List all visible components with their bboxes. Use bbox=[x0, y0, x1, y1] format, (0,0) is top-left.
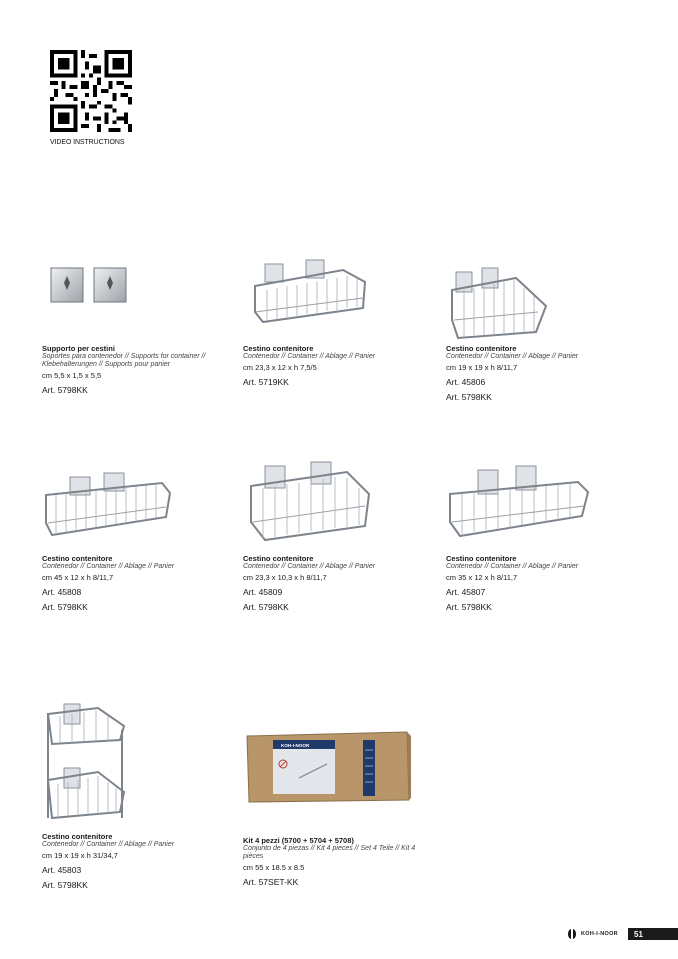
product-dimensions: cm 23,3 x 10,3 x h 8/11,7 bbox=[243, 573, 327, 582]
product-article-number: Art. 45809 bbox=[243, 587, 283, 597]
product-subtitle: Conjunto de 4 piezas // Kit 4 pieces // Set 4 Teile // Kit 4 pièces bbox=[243, 845, 416, 860]
product-subtitle: Contenedor // Container // Ablage // Panier bbox=[42, 841, 175, 848]
product-article-number: Art. 45808 bbox=[42, 587, 82, 597]
product-article-number: Art. 5798KK bbox=[42, 880, 88, 890]
product-title: Cestino contenitore bbox=[243, 344, 314, 353]
product-title: Cestino contenitore bbox=[446, 344, 517, 353]
product-subtitle: Contenedor // Container // Ablage // Panier bbox=[42, 563, 175, 570]
product-dimensions: cm 23,3 x 12 x h 7,5/5 bbox=[243, 363, 317, 372]
product-dimensions: cm 45 x 12 x h 8/11,7 bbox=[42, 573, 114, 582]
product-title: Cestino contenitore bbox=[42, 832, 113, 841]
product-image-two-tier-corner-basket bbox=[42, 700, 132, 825]
product-title: Cestino contenitore bbox=[42, 554, 113, 563]
product-article-number: Art. 5798KK bbox=[446, 392, 492, 402]
qr-caption: VIDEO INSTRUCTIONS bbox=[50, 139, 125, 146]
product-title: Cestino contenitore bbox=[446, 554, 517, 563]
page-number: 51 bbox=[628, 928, 678, 940]
product-article-number: Art. 5798KK bbox=[446, 602, 492, 612]
qr-code[interactable] bbox=[50, 50, 132, 132]
product-article-number: Art. 57SET-KK bbox=[243, 877, 299, 887]
product-subtitle: Contenedor // Container // Ablage // Panier bbox=[243, 353, 376, 360]
product-dimensions: cm 35 x 12 x h 8/11,7 bbox=[446, 573, 518, 582]
product-article-number: Art. 45803 bbox=[42, 865, 82, 875]
product-dimensions: cm 55 x 18.5 x 8.5 bbox=[243, 863, 305, 872]
product-title: Supporto per cestini bbox=[42, 344, 115, 353]
footer-logo bbox=[566, 928, 618, 940]
product-image-kit-box bbox=[243, 730, 413, 806]
box-brand-label: KOH-I-NOOR bbox=[281, 743, 310, 748]
product-article-number: Art. 45807 bbox=[446, 587, 486, 597]
product-image-long-basket bbox=[42, 465, 177, 545]
product-subtitle: Contenedor // Container // Ablage // Panier bbox=[243, 563, 376, 570]
footer-brand: KOH-I-NOOR bbox=[581, 931, 618, 937]
product-article-number: Art. 5719KK bbox=[243, 377, 289, 387]
product-dimensions: cm 5,5 x 1,5 x 5,5 bbox=[42, 371, 102, 380]
brand-mark-icon bbox=[566, 929, 578, 939]
product-title: Kit 4 pezzi (5700 + 5704 + 5708) bbox=[243, 836, 354, 845]
product-image-corner-basket bbox=[446, 250, 556, 340]
product-article-number: Art. 5798KK bbox=[243, 602, 289, 612]
product-article-number: Art. 5798KK bbox=[42, 385, 88, 395]
product-image-basket bbox=[243, 250, 373, 330]
product-article-number: Art. 5798KK bbox=[42, 602, 88, 612]
product-subtitle: Soportes para contenedor // Supports for container // Klebehalterungen // Supports pour panier bbox=[42, 353, 206, 368]
product-title: Cestino contenitore bbox=[243, 554, 314, 563]
product-subtitle: Contenedor // Container // Ablage // Panier bbox=[446, 563, 579, 570]
product-image-supports bbox=[42, 250, 152, 320]
product-image-medium-basket bbox=[446, 460, 596, 545]
product-dimensions: cm 19 x 19 x h 8/11,7 bbox=[446, 363, 518, 372]
product-article-number: Art. 45806 bbox=[446, 377, 486, 387]
product-dimensions: cm 19 x 19 x h 31/34,7 bbox=[42, 851, 118, 860]
product-subtitle: Contenedor // Container // Ablage // Panier bbox=[446, 353, 579, 360]
product-image-deep-basket bbox=[243, 458, 378, 546]
